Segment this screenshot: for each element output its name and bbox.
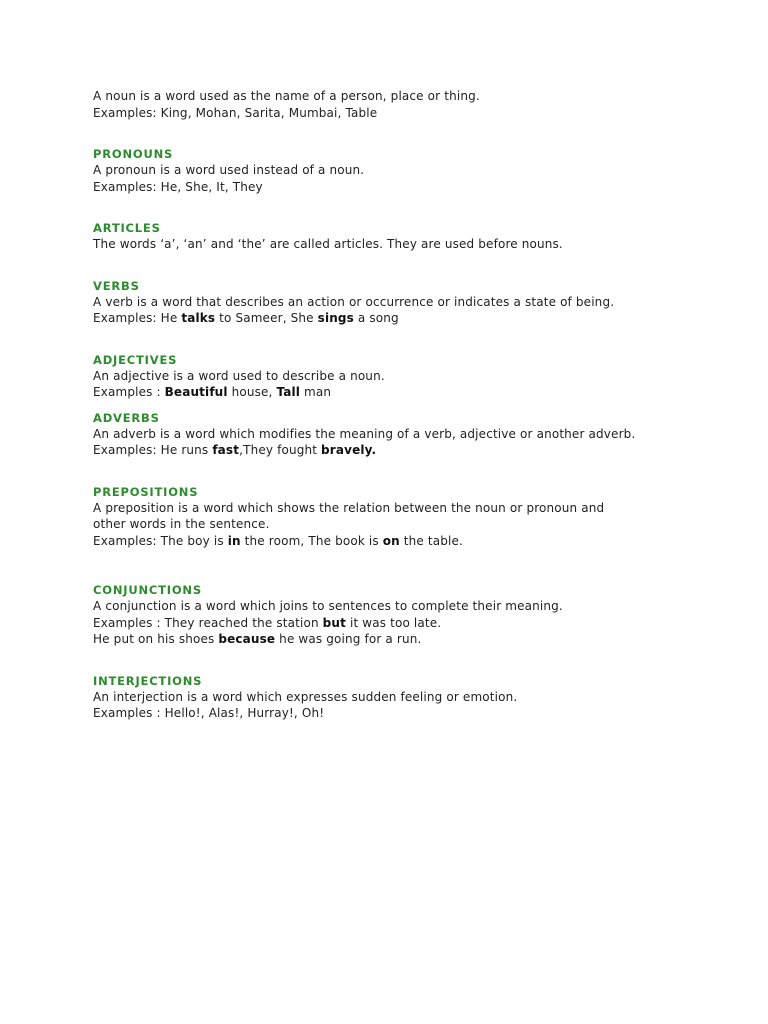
section-adjectives: [93, 352, 753, 401]
adverbs-example-word-1: fast: [212, 443, 240, 457]
conjunctions-example-word-2: because: [218, 632, 276, 646]
conjunctions-example-word-1: but: [322, 615, 346, 630]
document-page: [93, 88, 753, 722]
adjectives-definition: An adjective is a word used to describe a noun.: [93, 368, 385, 383]
adverbs-examples-mid: ,They fought: [239, 443, 322, 457]
conjunctions-examples-1-suffix: it was too late.: [346, 615, 442, 630]
section-articles: [93, 220, 753, 253]
conjunctions-heading: CONJUNCTIONS: [93, 583, 202, 597]
conjunctions-examples-2-prefix: He put on his shoes: [93, 632, 219, 646]
adverbs-heading: ADVERBS: [93, 410, 160, 425]
section-prepositions: [93, 484, 753, 550]
adjectives-heading: ADJECTIVES: [93, 352, 178, 367]
adverbs-definition: An adverb is a word which modifies the meaning of a verb, adjective or another adverb.: [93, 426, 636, 441]
adjectives-examples-suffix: man: [300, 385, 332, 399]
verbs-examples-mid: to Sameer, She: [215, 311, 318, 325]
section-interjections: [93, 673, 753, 722]
prepositions-definition-line-1: A preposition is a word which shows the relation between the noun or pronoun and: [93, 500, 605, 515]
articles-definition: The words ‘a’, ‘an’ and ‘the’ are called articles. They are used before nouns.: [93, 237, 563, 251]
interjections-examples: Examples : Hello!, Alas!, Hurray!, Oh!: [93, 706, 325, 720]
section-conjunctions: [93, 582, 753, 648]
prepositions-heading: PREPOSITIONS: [93, 484, 199, 499]
verbs-examples-prefix: Examples: He: [93, 311, 182, 325]
prepositions-examples-suffix: the table.: [399, 533, 464, 548]
conjunctions-definition: A conjunction is a word which joins to sentences to complete their meaning.: [93, 599, 563, 613]
section-noun: [93, 88, 753, 121]
adjectives-example-word-1: Beautiful: [164, 385, 228, 399]
prepositions-definition-line-2: other words in the sentence.: [93, 517, 270, 531]
noun-examples: Examples: King, Mohan, Sarita, Mumbai, Table: [93, 105, 378, 120]
section-adverbs: [93, 410, 753, 459]
prepositions-example-word-1: in: [227, 533, 241, 548]
conjunctions-examples-2-suffix: he was going for a run.: [275, 632, 422, 646]
adjectives-example-word-2: Tall: [276, 385, 301, 399]
articles-heading: ARTICLES: [93, 221, 161, 235]
adverbs-examples-prefix: Examples: He runs: [93, 443, 213, 457]
adverbs-examples: [93, 442, 753, 459]
conjunctions-examples-2: [93, 631, 753, 648]
adverbs-example-word-2: bravely.: [321, 443, 377, 457]
pronouns-definition: A pronoun is a word used instead of a noun.: [93, 163, 365, 177]
pronouns-examples: Examples: He, She, It, They: [93, 179, 263, 194]
pronouns-heading: PRONOUNS: [93, 147, 174, 161]
interjections-heading: INTERJECTIONS: [93, 673, 203, 688]
verbs-example-word-1: talks: [181, 311, 216, 325]
adjectives-examples-prefix: Examples :: [93, 385, 165, 399]
prepositions-examples-mid: the room, The book is: [240, 533, 383, 548]
verbs-examples: [93, 310, 753, 327]
section-verbs: [93, 278, 753, 327]
verbs-examples-suffix: a song: [353, 311, 399, 325]
prepositions-examples: [93, 533, 753, 550]
adjectives-examples: [93, 384, 753, 401]
section-pronouns: [93, 146, 753, 195]
conjunctions-examples-1: [93, 615, 753, 632]
verbs-heading: VERBS: [93, 278, 140, 293]
prepositions-example-word-2: on: [382, 533, 400, 548]
noun-definition: A noun is a word used as the name of a person, place or thing.: [93, 89, 480, 103]
prepositions-examples-prefix: Examples: The boy is: [93, 533, 228, 548]
adjectives-examples-mid: house,: [227, 385, 277, 399]
verbs-example-word-2: sings: [317, 311, 354, 325]
verbs-definition: A verb is a word that describes an action or occurrence or indicates a state of being.: [93, 294, 615, 309]
conjunctions-examples-1-prefix: Examples : They reached the station: [93, 615, 323, 630]
interjections-definition: An interjection is a word which expresses sudden feeling or emotion.: [93, 689, 518, 704]
